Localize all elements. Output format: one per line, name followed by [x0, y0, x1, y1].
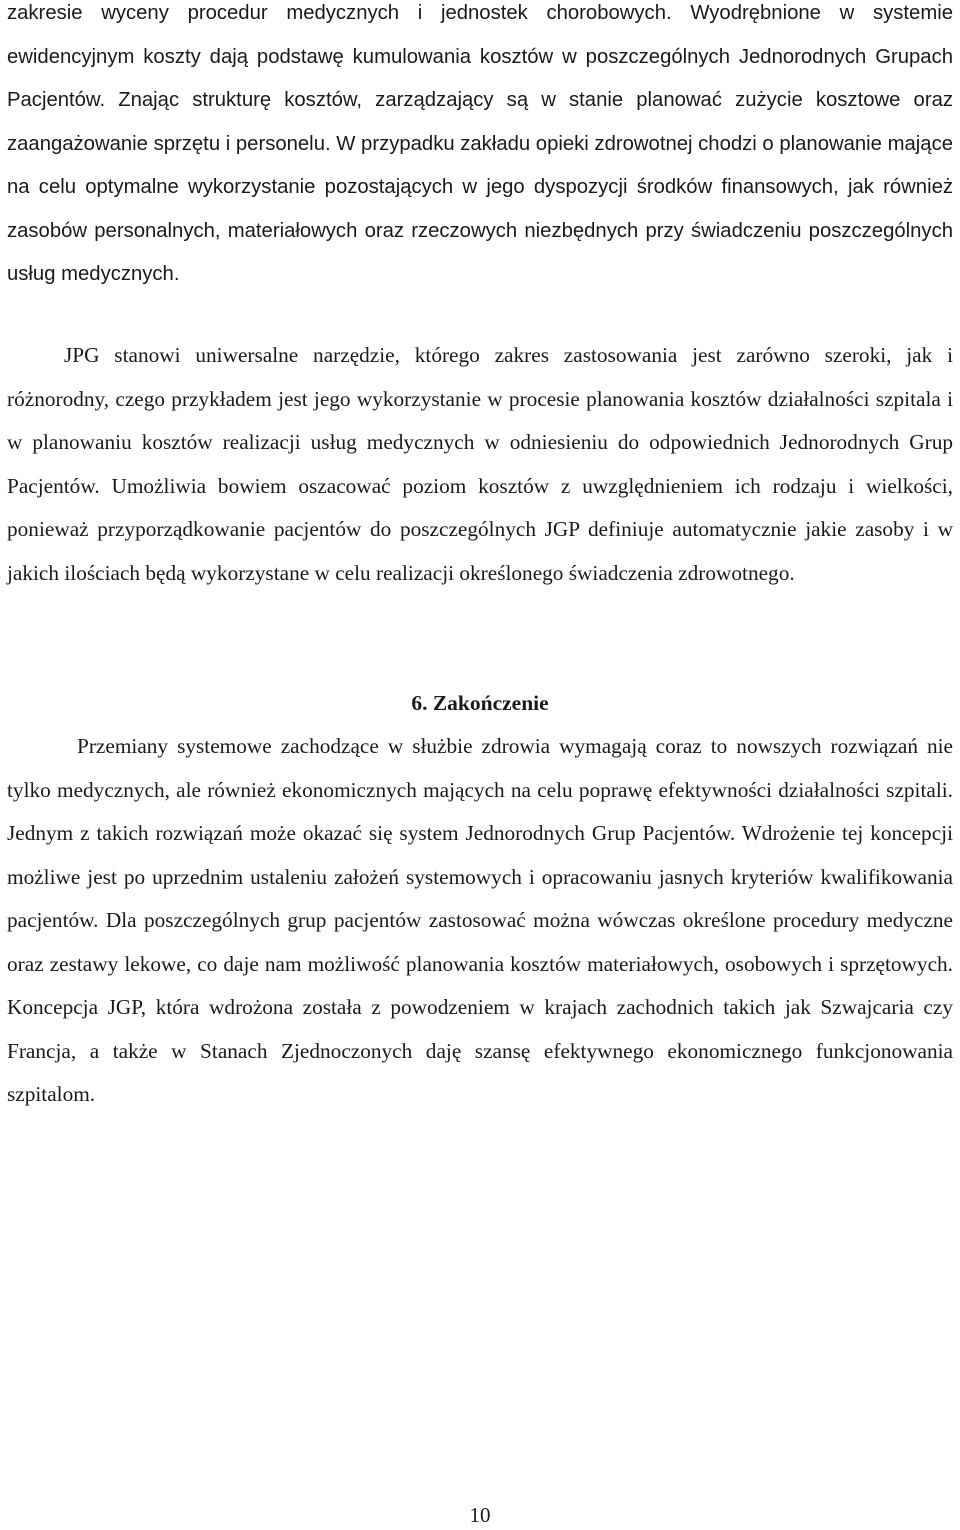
paragraph-cost-planning: zakresie wyceny procedur medycznych i jednostek chorobowych. Wyodrębnione w systemie ewidencyjnym koszty dają podstawę kumulowania kosztów w poszczególnych Jednorodnych Grupach Pacjentów. Znając strukturę kosztów, zarządzający są w stanie planować zużycie kosztowe oraz zaangażowanie sprzętu i personelu. W przypadku zakładu opieki zdrowotnej chodzi o planowanie mające na celu optymalne wykorzystanie pozostających w jego dyspozycji środków finansowych, jak również zasobów personalnych, materiałowych oraz rzeczowych niezbędnych przy świadczeniu poszczególnych usług medycznych.: [7, 2, 953, 285]
paragraph-jgp-tool: JPG stanowi uniwersalne narzędzie, którego zakres zastosowania jest zarówno szeroki, jak i różnorodny, czego przykładem jest jego wykorzystanie w procesie planowania kosztów działalności szpitala i w planowaniu kosztów realizacji usług medycznych w odniesieniu do odpowiednich Jednorodnych Grup Pacjentów. Umożliwia bowiem oszacować poziom kosztów z uwzględnieniem ich rodzaju i wielkości, ponieważ przyporządkowanie pacjentów do poszczególnych JGP definiuje automatycznie jakie zasoby i w jakich ilościach będą wykorzystane w celu realizacji określonego świadczenia zdrowotnego.: [7, 343, 953, 585]
page-number: 10: [469, 1503, 491, 1527]
section-heading: 6. Zakończenie: [411, 691, 549, 715]
paragraph-conclusion: Przemiany systemowe zachodzące w służbie zdrowia wymagają coraz to nowszych rozwiązań nie tylko medycznych, ale również ekonomicznych mających na celu poprawę efektywności działalności szpitali. Jednym z takich rozwiązań może okazać się system Jednorodnych Grup Pacjentów. Wdrożenie tej koncepcji możliwe jest po uprzednim ustaleniu założeń systemowych i opracowaniu jasnych kryteriów kwalifikowania pacjentów. Dla poszczególnych grup pacjentów zastosować można wówczas określone procedury medyczne oraz zestawy lekowe, co daje nam możliwość planowania kosztów materiałowych, osobowych i sprzętowych. Koncepcja JGP, która wdrożona została z powodzeniem w krajach zachodnich takich jak Szwajcaria czy Francja, a także w Stanach Zjednoczonych daję szansę efektywnego ekonomicznego funkcjonowania szpitalom.: [7, 734, 953, 1106]
